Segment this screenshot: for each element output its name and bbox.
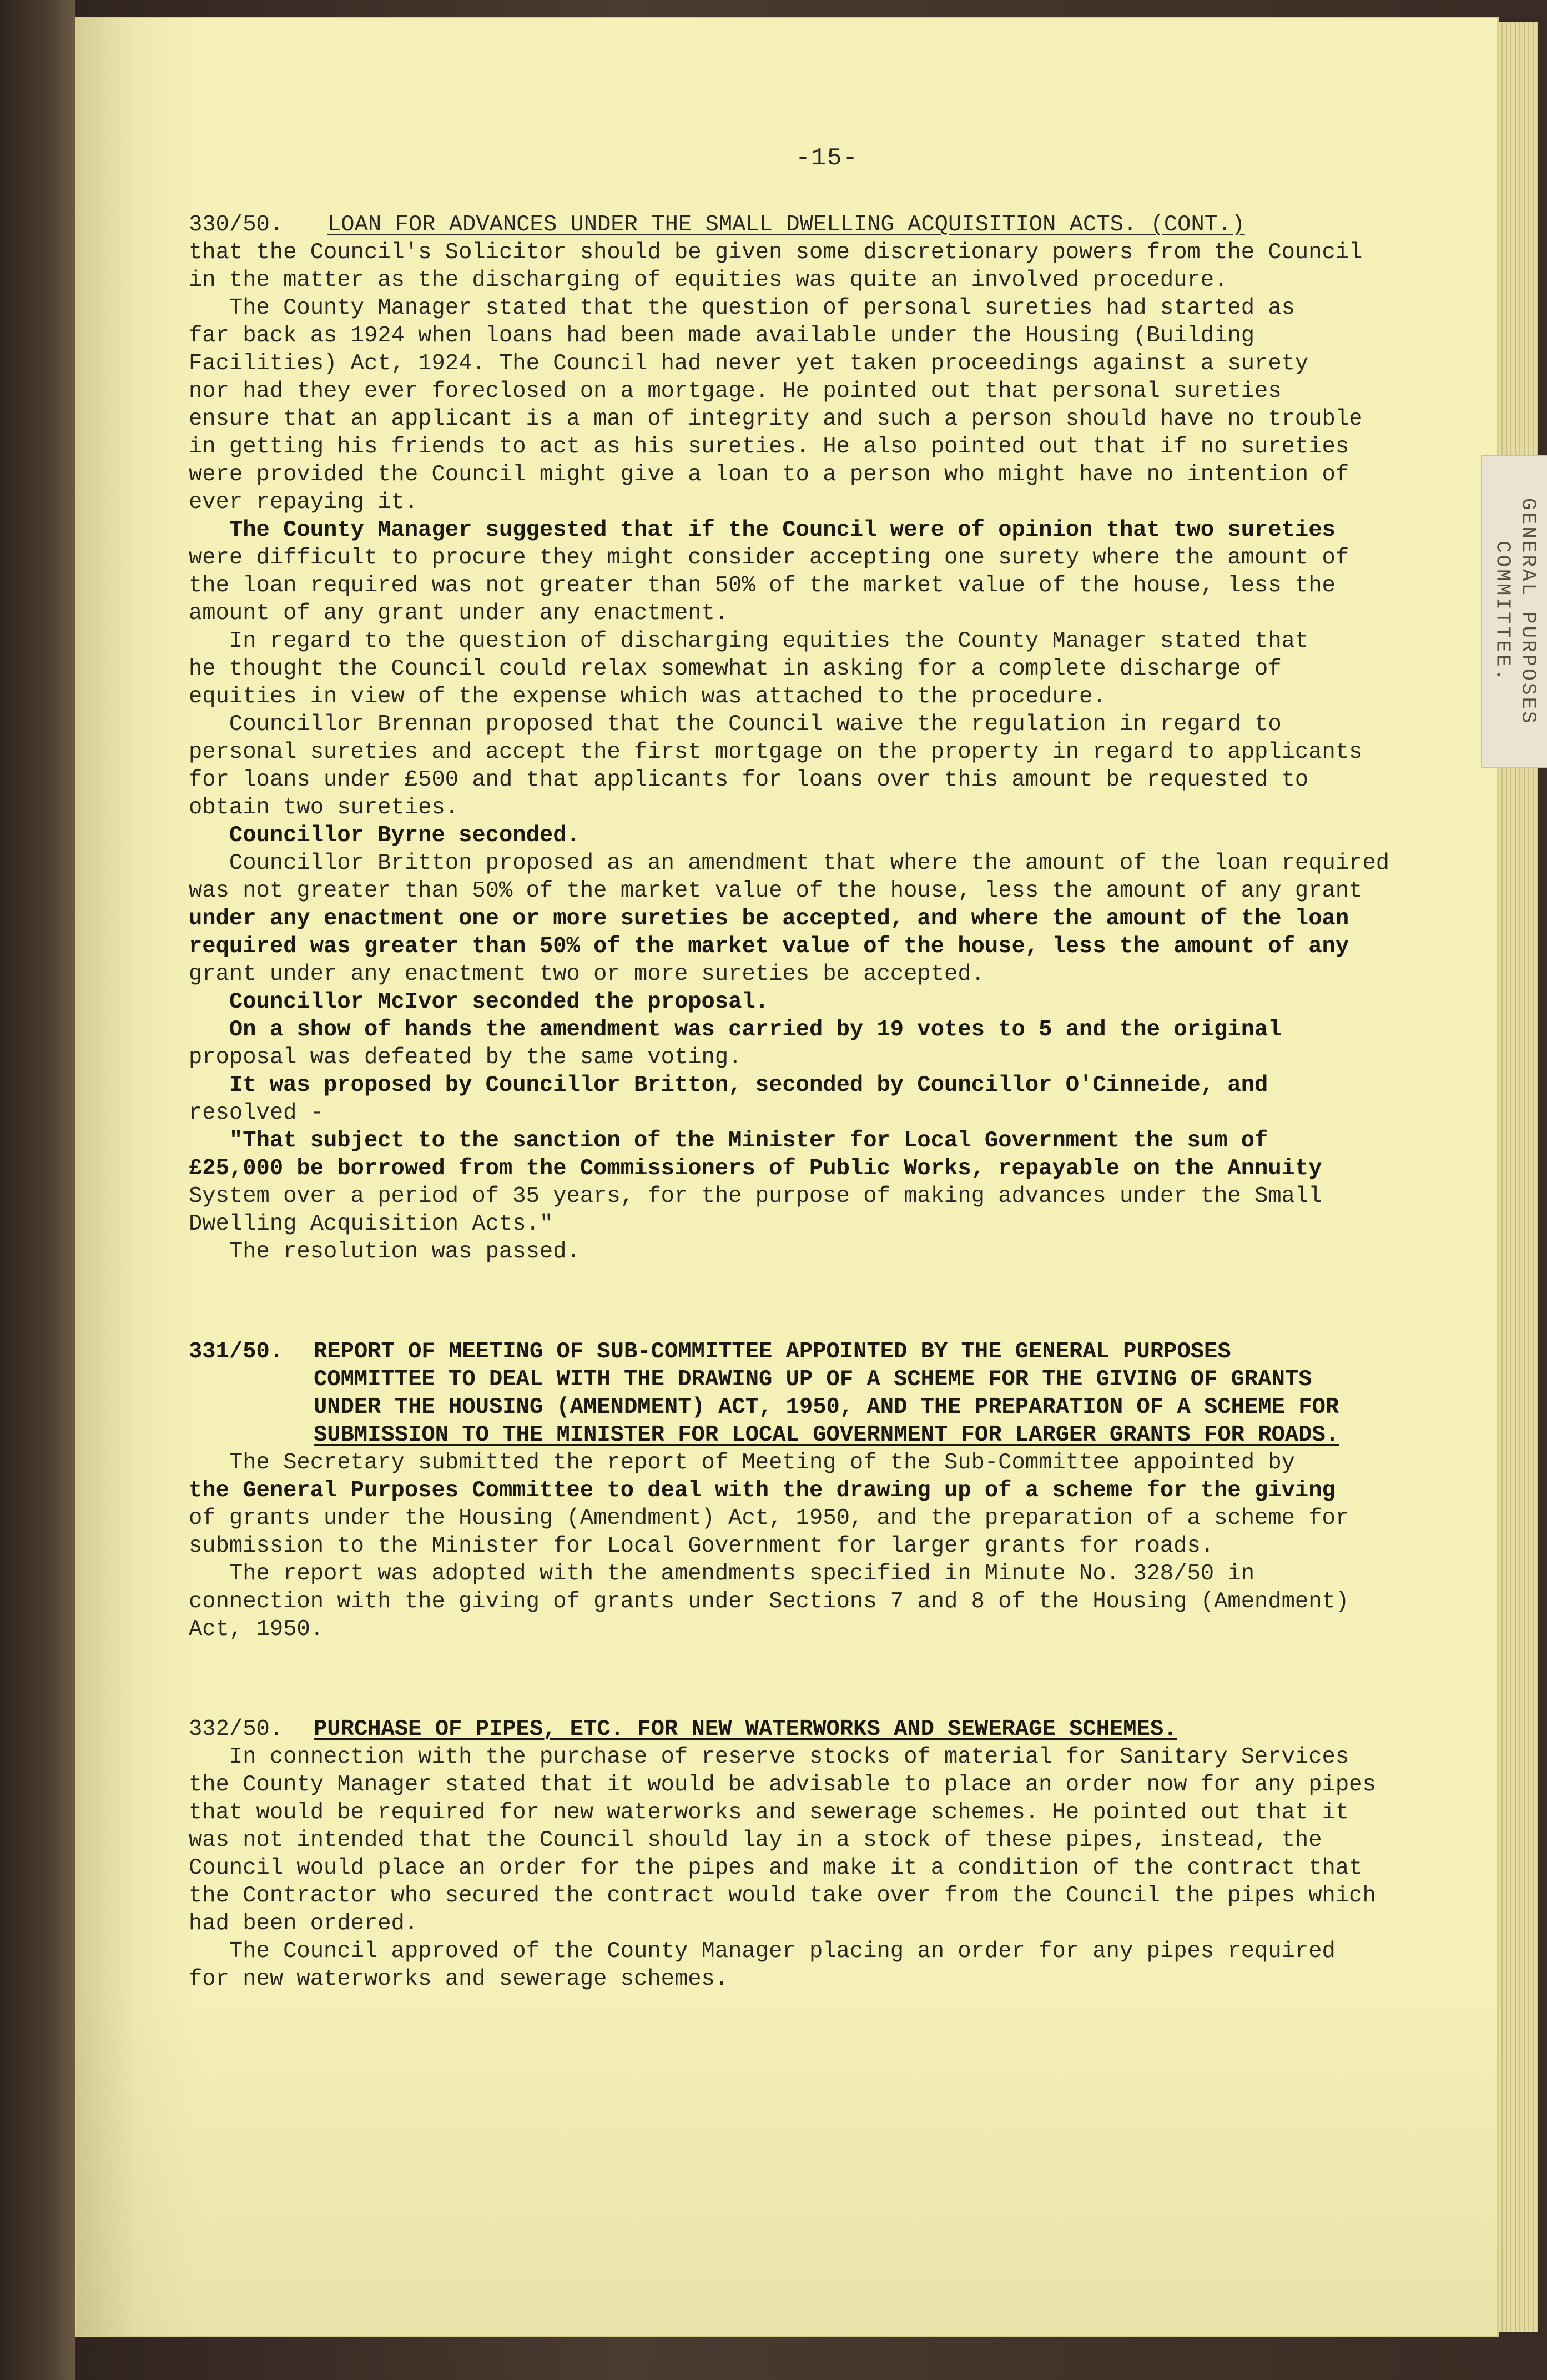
text-line: In regard to the question of discharging equities the County Manager stated that — [189, 628, 1309, 654]
minute-body — [189, 1743, 1465, 1993]
text-line: the Contractor who secured the contract would take over from the Council the pipes which — [189, 1883, 1376, 1909]
minute-number: 331/50. — [189, 1339, 284, 1365]
text-line: On a show of hands the amendment was carried by 19 votes to 5 and the original — [189, 1017, 1282, 1043]
text-line: in getting his friends to act as his sureties. He also pointed out that if no sureties — [189, 434, 1349, 460]
text-line: Councillor Byrne seconded. — [189, 823, 580, 848]
text-line: the County Manager stated that it would be advisable to place an order now for any pipes — [189, 1772, 1376, 1798]
title-line: UNDER THE HOUSING (AMENDMENT) ACT, 1950, AND THE PREPARATION OF A SCHEME FOR — [314, 1395, 1339, 1420]
text-line: It was proposed by Councillor Britton, seconded by Councillor O'Cinneide, and — [189, 1073, 1268, 1098]
text-line: Councillor McIvor seconded the proposal. — [189, 989, 769, 1015]
text-line: obtain two sureties. — [189, 795, 459, 821]
text-line: submission to the Minister for Local Government for larger grants for roads. — [189, 1533, 1215, 1559]
text-line: System over a period of 35 years, for the purpose of making advances under the Small — [189, 1184, 1322, 1209]
text-line: Facilities) Act, 1924. The Council had never yet taken proceedings against a surety — [189, 351, 1309, 376]
minute-heading — [189, 1338, 1465, 1449]
text-line: ensure that an applicant is a man of integrity and such a person should have no trouble — [189, 406, 1363, 432]
minute-title: PURCHASE OF PIPES, ETC. FOR NEW WATERWORKS AND SEWERAGE SCHEMES. — [314, 1717, 1177, 1742]
minute-number: 332/50. — [189, 1717, 284, 1742]
minute-body — [189, 1449, 1465, 1643]
minute-title — [314, 1338, 1339, 1449]
text-line: were difficult to procure they might consider accepting one surety where the amount of — [189, 545, 1349, 571]
text-line: that would be required for new waterworks and sewerage schemes. He pointed out that it — [189, 1800, 1349, 1825]
minute-330-50 — [189, 211, 1465, 1266]
page-number: -15- — [795, 144, 859, 172]
text-line: The Council approved of the County Manager placing an order for any pipes required — [189, 1939, 1336, 1964]
text-line: for loans under £500 and that applicants for loans over this amount be requested to — [189, 767, 1309, 793]
text-line: was not intended that the Council should lay in a stock of these pipes, instead, the — [189, 1828, 1322, 1853]
text-line: proposal was defeated by the same voting. — [189, 1045, 742, 1070]
text-line: Councillor Britton proposed as an amendment that where the amount of the loan required — [189, 851, 1390, 876]
text-line: Dwelling Acquisition Acts." — [189, 1211, 553, 1237]
text-line: that the Council's Solicitor should be given some discretionary powers from the Council — [189, 240, 1363, 265]
minute-number: 330/50. — [189, 212, 284, 238]
title-line: SUBMISSION TO THE MINISTER FOR LOCAL GOVERNMENT FOR LARGER GRANTS FOR ROADS. — [314, 1422, 1339, 1448]
minute-title: LOAN FOR ADVANCES UNDER THE SMALL DWELLING ACQUISITION ACTS. (CONT.) — [327, 212, 1245, 238]
text-line: the loan required was not greater than 50% of the market value of the house, less the — [189, 573, 1336, 598]
text-line: Councillor Brennan proposed that the Council waive the regulation in regard to — [189, 712, 1282, 737]
title-line: COMMITTEE TO DEAL WITH THE DRAWING UP OF A SCHEME FOR THE GIVING OF GRANTS — [314, 1367, 1312, 1392]
text-line: The Secretary submitted the report of Meeting of the Sub-Committee appointed by — [189, 1450, 1295, 1476]
section-gap — [189, 1643, 1465, 1715]
text-line: Council would place an order for the pipes and make it a condition of the contract that — [189, 1855, 1363, 1881]
text-line: the General Purposes Committee to deal with the drawing up of a scheme for the giving — [189, 1478, 1336, 1503]
text-line: "That subject to the sanction of the Minister for Local Government the sum of — [189, 1128, 1268, 1154]
page-edges — [1499, 22, 1538, 2332]
index-tab[interactable] — [1481, 455, 1547, 768]
text-line: In connection with the purchase of reserve stocks of material for Sanitary Services — [189, 1744, 1349, 1770]
book-binding — [0, 0, 75, 2380]
text-line: grant under any enactment two or more sureties be accepted. — [189, 962, 985, 987]
text-line: in the matter as the discharging of equities was quite an involved procedure. — [189, 268, 1228, 293]
text-line: Act, 1950. — [189, 1617, 324, 1642]
text-line: The County Manager suggested that if the Council were of opinion that two sureties — [189, 517, 1336, 543]
minute-body — [189, 239, 1465, 1266]
text-line: ever repaying it. — [189, 490, 419, 515]
text-line: were provided the Council might give a loan to a person who might have no intention of — [189, 462, 1349, 487]
title-line: REPORT OF MEETING OF SUB-COMMITTEE APPOINTED BY THE GENERAL PURPOSES — [314, 1339, 1231, 1365]
minute-332-50 — [189, 1715, 1465, 1993]
document-page — [75, 17, 1499, 2337]
minute-heading — [189, 211, 1465, 239]
page-content — [189, 144, 1465, 1993]
text-line: connection with the giving of grants under Sections 7 and 8 of the Housing (Amendment) — [189, 1589, 1349, 1614]
text-line: equities in view of the expense which was attached to the procedure. — [189, 684, 1106, 710]
text-line: resolved - — [189, 1100, 324, 1126]
index-tab-label: GENERAL PURPOSES COMMITTEE. — [1491, 498, 1540, 726]
text-line: had been ordered. — [189, 1911, 419, 1936]
text-line: for new waterworks and sewerage schemes. — [189, 1966, 729, 1992]
text-line: £25,000 be borrowed from the Commissioners of Public Works, repayable on the Annuity — [189, 1156, 1322, 1181]
text-line: nor had they ever foreclosed on a mortgage. He pointed out that personal sureties — [189, 379, 1282, 404]
text-line: The resolution was passed. — [189, 1239, 580, 1265]
text-line: under any enactment one or more sureties be accepted, and where the amount of the loan — [189, 906, 1349, 932]
text-line: The report was adopted with the amendments specified in Minute No. 328/50 in — [189, 1561, 1255, 1587]
section-gap — [189, 1266, 1465, 1338]
text-line: required was greater than 50% of the market value of the house, less the amount of any — [189, 934, 1349, 959]
text-line: personal sureties and accept the first mortgage on the property in regard to applicants — [189, 739, 1363, 765]
text-line: was not greater than 50% of the market value of the house, less the amount of any grant — [189, 878, 1363, 904]
minute-331-50 — [189, 1338, 1465, 1643]
text-line: he thought the Council could relax somewhat in asking for a complete discharge of — [189, 656, 1282, 682]
text-line: amount of any grant under any enactment. — [189, 601, 729, 626]
text-line: far back as 1924 when loans had been made available under the Housing (Building — [189, 323, 1255, 349]
minute-heading — [189, 1715, 1465, 1743]
text-line: of grants under the Housing (Amendment) Act, 1950, and the preparation of a scheme for — [189, 1506, 1349, 1531]
text-line: The County Manager stated that the question of personal sureties had started as — [189, 295, 1295, 321]
